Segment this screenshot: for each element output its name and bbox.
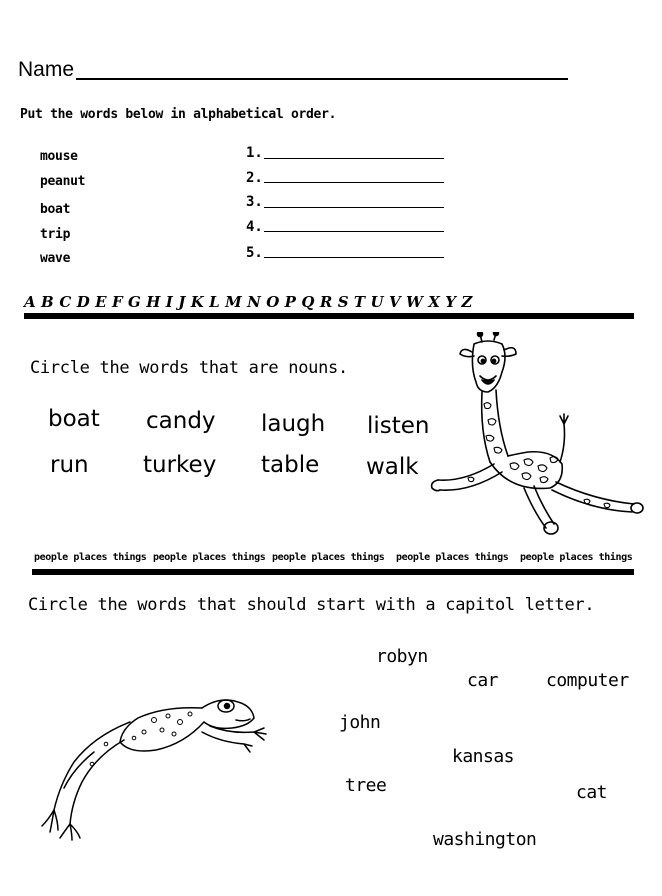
section-divider [24,313,634,319]
answer-number: 3. [246,194,263,210]
strip-text: people places things [272,552,385,563]
giraffe-illustration [424,332,652,542]
capital-word[interactable]: tree [345,775,387,796]
capital-word[interactable]: robyn [376,646,428,667]
section-divider [32,569,634,575]
frog-illustration [34,692,274,842]
name-label: Name [18,58,75,81]
alpha-word: wave [40,251,71,266]
capital-word[interactable]: kansas [452,746,515,767]
noun-word[interactable]: candy [146,408,216,434]
alpha-word: boat [40,202,71,217]
noun-word[interactable]: listen [367,413,430,439]
strip-text: people places things [520,552,633,563]
answer-line[interactable] [264,257,444,258]
answer-number: 4. [246,219,263,235]
capital-instruction: Circle the words that should start with a capitol letter. [28,595,595,615]
answer-line[interactable] [264,182,444,183]
answer-line[interactable] [264,158,444,159]
answer-number: 1. [246,145,263,161]
noun-word[interactable]: turkey [143,452,217,478]
alphabetical-instruction: Put the words below in alphabetical order. [20,107,337,122]
alphabet-strip: ABCDEFGHIJKLMNOPQRSTUVWXYZ [24,293,478,311]
strip-text: people places things [153,552,266,563]
answer-number: 5. [246,245,263,261]
alpha-word: mouse [40,149,78,164]
noun-word[interactable]: run [50,452,89,478]
noun-word[interactable]: laugh [261,411,326,437]
capital-word[interactable]: cat [576,782,608,803]
capital-word[interactable]: computer [546,670,629,691]
answer-line[interactable] [264,231,444,232]
noun-word[interactable]: table [261,452,320,478]
alpha-word: trip [40,227,71,242]
capital-word[interactable]: car [467,670,499,691]
strip-text: people places things [34,552,147,563]
answer-number: 2. [246,170,263,186]
capital-word[interactable]: john [339,712,381,733]
name-answer-line[interactable] [76,78,568,80]
noun-word[interactable]: walk [366,454,419,480]
alpha-word: peanut [40,174,86,189]
noun-word[interactable]: boat [48,406,100,432]
answer-line[interactable] [264,207,444,208]
strip-text: people places things [396,552,509,563]
noun-instruction: Circle the words that are nouns. [30,358,348,378]
capital-word[interactable]: washington [433,829,537,850]
